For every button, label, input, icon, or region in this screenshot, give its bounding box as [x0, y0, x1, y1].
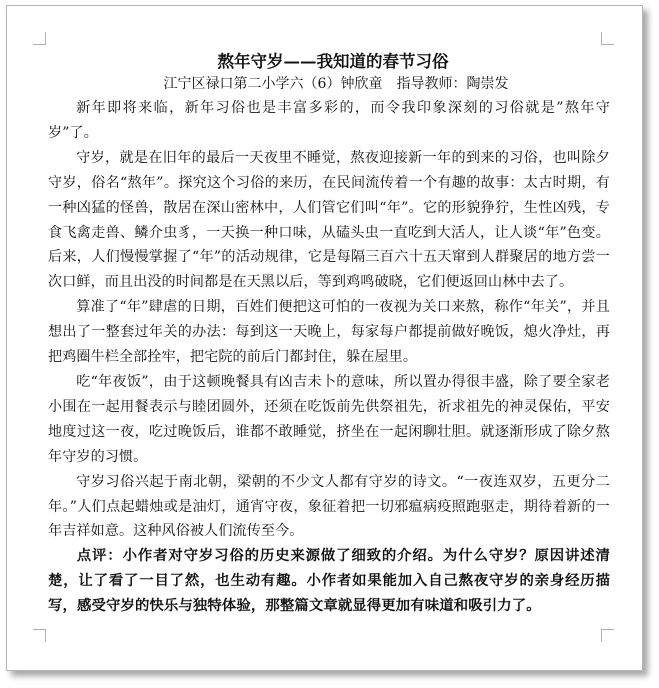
- paragraph-nian-guan: 算准了“年”肆虐的日期，百姓们便把这可怕的一夜视为关口来熬，称作“年关”，并且想出了一整套过年关的办法：每到这一天晚上，每家每户都提前做好晚饭，熄火净灶，再把鸡圈牛栏全部拴牢，把宅院的前后门都封住，躲在屋里。: [48, 299, 610, 366]
- teacher-comment: 点评：小作者对守岁习俗的历史来源做了细致的介绍。为什么守岁？原因讲述清楚，让了看了一目了然，也生动有趣。小作者如果能加入自己熬夜守岁的亲身经历描写，感受守岁的快乐与独特体验，那整篇文章就显得更加有味道和吸引力了。: [48, 547, 610, 615]
- article-title: 熬年守岁——我知道的春节习俗: [217, 52, 449, 71]
- crop-mark-top-left: [33, 32, 46, 45]
- author-byline: 江宁区禄口第二小学六（6）钟欣童 指导教师：陶崇发: [163, 76, 509, 92]
- article-body: [48, 50, 610, 619]
- paragraph-history: 守岁习俗兴起于南北朝，梁朝的不少文人都有守岁的诗文。“一夜连双岁，五更分二年。”人们点起蜡烛或是油灯，通宵守夜，象征着把一切邪瘟病疫照跑驱走，期待着新的一年吉祥如意。这种风俗被人们流传至今。: [48, 473, 610, 540]
- crop-mark-bottom-right: [601, 629, 614, 642]
- crop-mark-top-right: [601, 32, 614, 45]
- crop-mark-bottom-left: [33, 629, 46, 642]
- paragraph-origin-story: 守岁，就是在旧年的最后一天夜里不睡觉，熬夜迎接新一年的到来的习俗，也叫除夕守岁，俗名“熬年”。探究这个习俗的来历，在民间流传着一个有趣的故事：太古时期，有一种凶猛的怪兽，散居在深山密林中，人们管它们叫“年”。它的形貌狰狞，生性凶残，专食飞禽走兽、鳞介虫豸，一天换一种口味，从磕头虫一直吃到大活人，让人谈“年”色变。后来，人们慢慢掌握了“年”的活动规律，它是每隔三百六十五天窜到人群聚居的地方尝一次口鲜，而且出没的时间都是在天黑以后，等到鸡鸣破晓，它们便返回山林中去了。: [48, 149, 610, 291]
- paragraph-new-year-dinner: 吃“年夜饭”，由于这顿晚餐具有凶吉未卜的意味，所以置办得很丰盛，除了要全家老小围在一起用餐表示与睦团圆外，还须在吃饭前先供祭祖先，祈求祖先的神灵保佑，平安地度过这一夜，吃过晚饭后，谁都不敢睡觉，挤坐在一起闲聊壮胆。就逐渐形成了除夕熬年守岁的习惯。: [48, 373, 610, 465]
- document-frame: [6, 5, 643, 671]
- paragraph-intro: 新年即将来临，新年习俗也是丰富多彩的，而令我印象深刻的习俗就是”熬年守岁”了。: [48, 100, 610, 141]
